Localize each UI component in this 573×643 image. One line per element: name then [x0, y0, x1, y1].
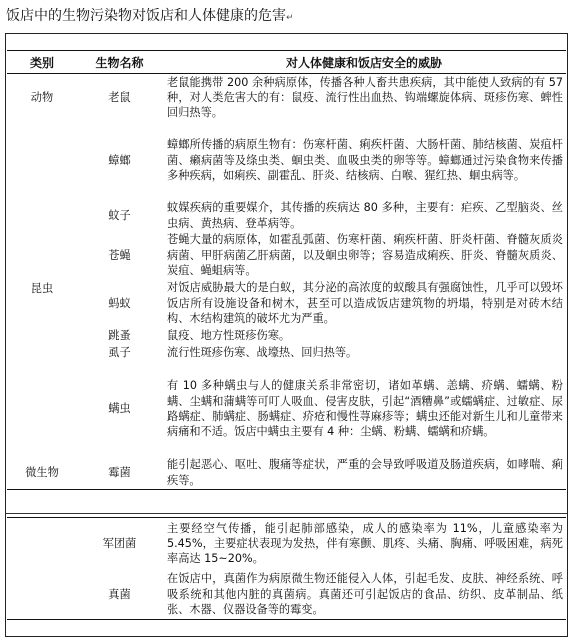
- document-title: [6, 6, 294, 28]
- table-row: [7, 362, 566, 457]
- organism-name: 虱子: [108, 346, 131, 360]
- table-row: [7, 200, 566, 232]
- table-row: [7, 518, 566, 570]
- organism-name: 蚂蚁: [108, 296, 131, 310]
- table-row: [7, 345, 566, 362]
- effect-text: 苍蝇大量的病原体，如霍乱弧菌、伤寒杆菌、痢疾杆菌、肝炎杆菌、脊髓灰质炎病菌、甲肝病菌乙肝病菌，以及蛔虫卵等；容易造成痢疾、肝炎、脊髓灰质炎、炭疽、蝇蛆病等。: [167, 233, 563, 278]
- category-animal: 动物: [30, 91, 54, 105]
- organism-name: 蚊子: [108, 208, 131, 222]
- hazard-table-main: [7, 50, 566, 490]
- organism-name: 苍蝇: [108, 248, 131, 262]
- table-row: [7, 570, 566, 620]
- effect-text: 蟑螂所传播的病原生物有：伤寒杆菌、痢疾杆菌、大肠杆菌、肺结核菌、炭疽杆菌、癞病菌等及绦虫类、蛔虫类、血吸虫类的卵等等。蟑螂通过污染食物来传播多种疾病，如痢疾、副霍乱、肝炎、结核病、白喉、猩红热、蛔虫病等。: [167, 138, 563, 183]
- header-category: 类别: [7, 51, 77, 74]
- header-name: 生物名称: [77, 51, 162, 74]
- table-row: [7, 122, 566, 200]
- effect-text: 有 10 多种螨虫与人的健康关系非常密切，诸如革螨、恙螨、疥螨、蠕螨、粉螨、尘螨和蒲螨等可叮人吸血、侵害皮肤，引起“酒糟鼻”或蠕螨症、过敏症、尿路螨症、肺螨症、肠螨症、疥疮和慢性荨麻疹等；螨虫还能对新生儿和儿童带来病痛和不适。饭店中螨虫主要有 4 种：尘螨、粉螨、蠕螨和疥螨。: [167, 379, 563, 439]
- organism-name: 军团菌: [102, 537, 137, 551]
- organism-name: 霉菌: [108, 466, 131, 480]
- table-row: [7, 328, 566, 345]
- table-header-row: [7, 51, 566, 74]
- effect-text: 对饭店威胁最大的是白蚁，其分泌的高浓度的蚁酸具有强腐蚀性，几乎可以毁坏饭店所有设施设备和树木，甚至可以造成饭店建筑物的坍塌，特别是对砖木结构、木结构建筑的破坏尤为严重。: [167, 281, 563, 326]
- effect-text: 主要经空气传播，能引起肺部感染，成人的感染率为 11%，儿童感染率为 5.45%，主要症状表现为发热，伴有寒颤、肌疼、头痛、胸痛、呼吸困难，病死率高达 15~20%。: [167, 521, 563, 566]
- organism-name: 跳蚤: [108, 329, 131, 343]
- category-microbe: 微生物: [25, 466, 59, 480]
- organism-name: 真菌: [108, 587, 131, 601]
- header-effect: 对人体健康和饭店安全的威胁: [162, 51, 566, 74]
- effect-text: 蚊媒疾病的重要媒介，其传播的疾病达 80 多种，主要有：疟疾、乙型脑炎、丝虫病、黄热病、登革病等。: [167, 201, 563, 230]
- table-row: [7, 232, 566, 280]
- organism-name: 老鼠: [108, 91, 131, 105]
- paragraph-mark-icon: ↵: [286, 13, 294, 23]
- effect-text: 流行性斑疹伤寒、战壕热、回归热等。: [167, 346, 358, 360]
- table-row: [7, 280, 566, 328]
- section-divider: [6, 513, 567, 514]
- table-row: [7, 74, 566, 122]
- effect-text: 能引起恶心、呕吐、腹痛等症状，严重的会导致呼吸道及肠道疾病，如哮喘、痢疾等。: [167, 458, 563, 487]
- hazard-table-continued: [7, 517, 566, 620]
- effect-text: 在饭店中，真菌作为病原微生物还能侵入人体，引起毛发、皮肤、神经系统、呼吸系统和其他内脏的真菌病。真菌还可引起饭店的食品、纺织、皮革制品、纸张、木器、仪器设备等的霉变。: [167, 572, 563, 616]
- table-row: [7, 457, 566, 490]
- effect-text: 老鼠能携带 200 余种病原体，传播各种人畜共患疾病，其中能使人致病的有 57 种，对人类危害大的有：鼠疫、流行性出血热、钩端螺旋体病、斑疹伤寒、蜱性回归热等。: [167, 75, 563, 120]
- title-text: 饭店中的生物污染物对饭店和人体健康的危害: [6, 8, 286, 24]
- organism-name: 螨虫: [108, 402, 131, 416]
- organism-name: 蟑螂: [108, 153, 131, 167]
- category-insect: 昆虫: [30, 282, 54, 296]
- effect-text: 鼠疫、地方性斑疹伤寒。: [167, 329, 291, 343]
